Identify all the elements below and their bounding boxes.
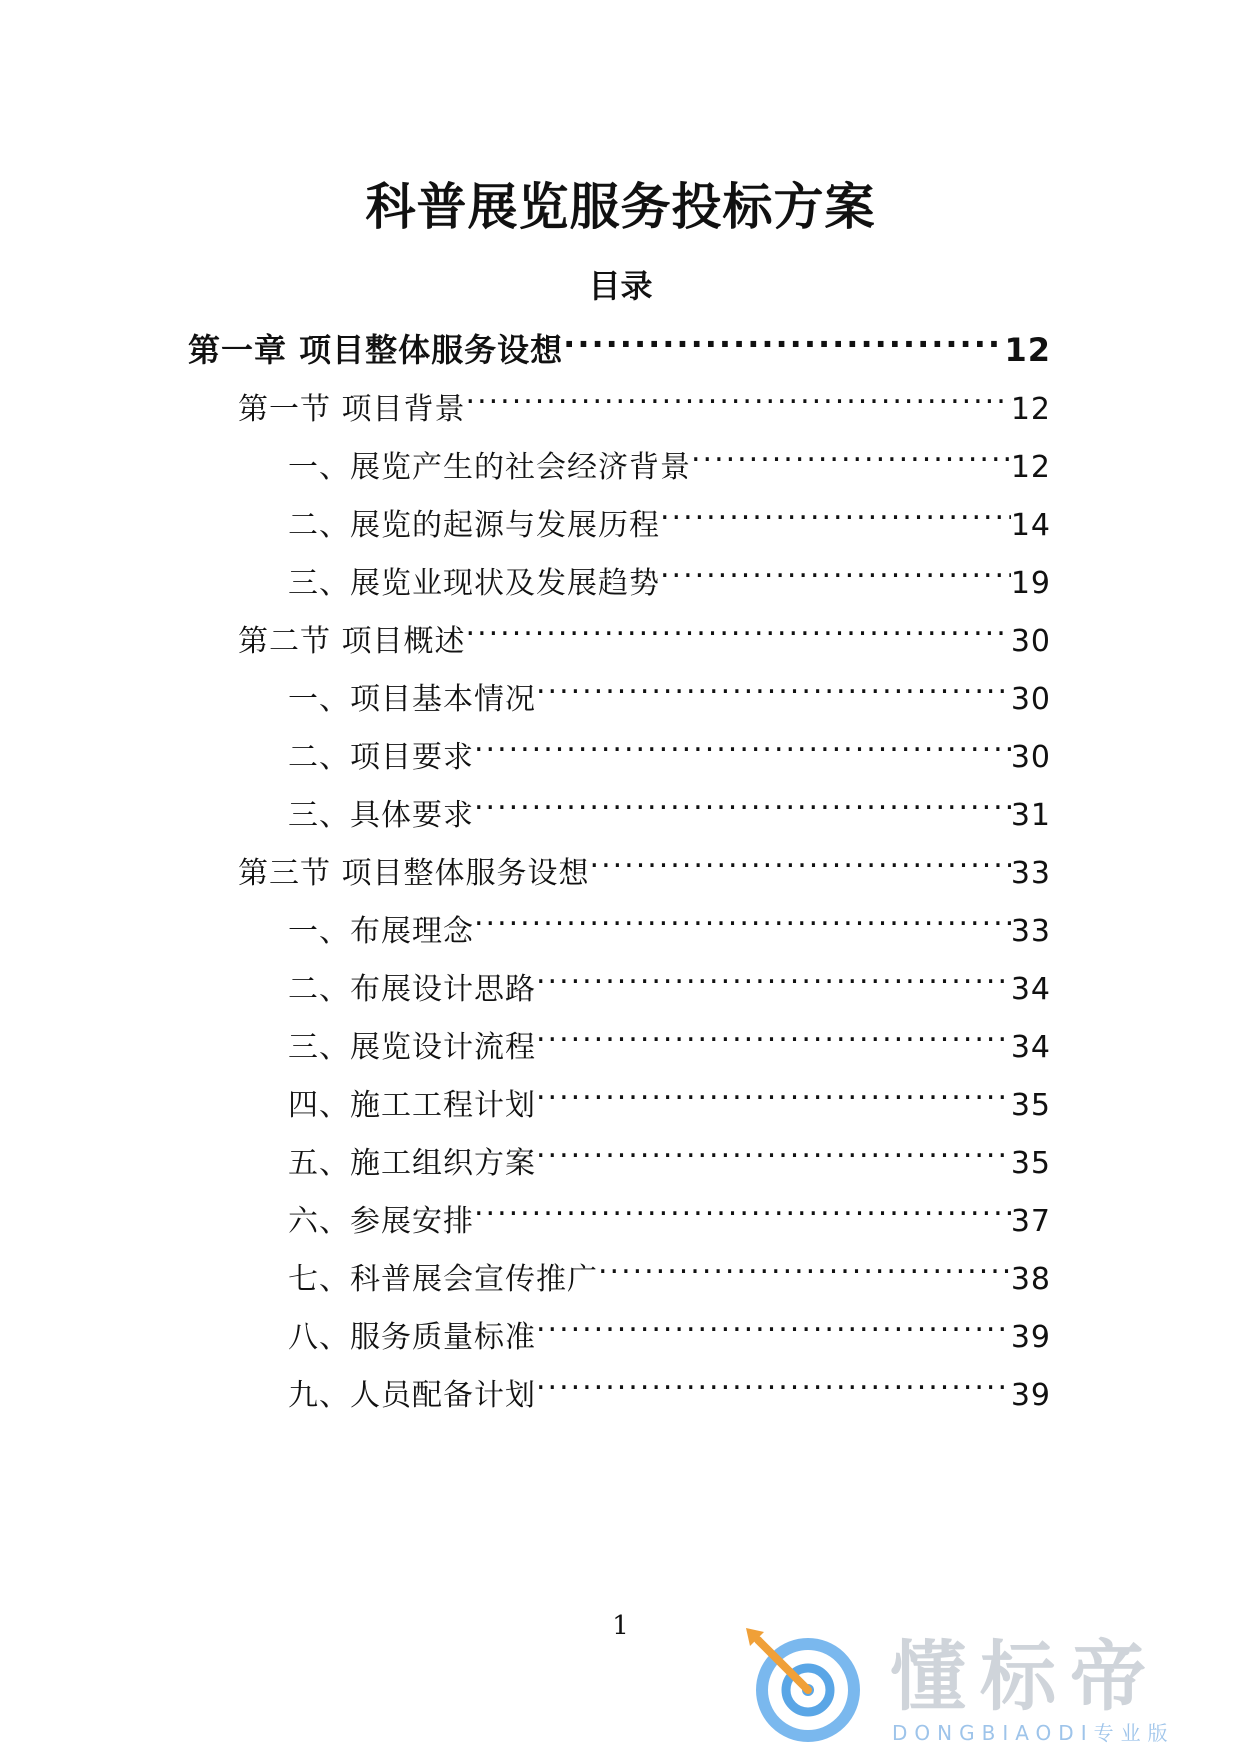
toc-dot-leader <box>466 601 1011 651</box>
toc-entry-page: 12 <box>1004 331 1051 369</box>
toc-entry[interactable] <box>288 1007 1051 1065</box>
toc-entry-page: 14 <box>1010 508 1051 543</box>
toc-entry-page: 30 <box>1010 624 1051 659</box>
document-title: 科普展览服务投标方案 <box>365 178 876 236</box>
toc-entry-title: 六、参展安排 <box>288 1204 474 1239</box>
toc-dot-leader <box>536 659 1011 709</box>
toc-entry-title: 第一章 项目整体服务设想 <box>188 331 564 369</box>
toc-dot-leader <box>536 1065 1011 1115</box>
toc-entry-page: 38 <box>1010 1262 1051 1297</box>
toc-entry-page: 35 <box>1010 1088 1051 1123</box>
toc-dot-leader <box>660 543 1011 593</box>
toc-entry-title: 第三节 项目整体服务设想 <box>238 856 590 891</box>
toc-entry-title: 八、服务质量标准 <box>288 1320 536 1355</box>
toc-entry[interactable] <box>288 543 1051 601</box>
toc-entry[interactable] <box>288 1297 1051 1355</box>
watermark-logo <box>740 1628 1210 1748</box>
toc-dot-leader <box>536 1355 1011 1405</box>
toc-entry[interactable] <box>288 775 1051 833</box>
toc-entry[interactable] <box>288 485 1051 543</box>
toc-entry-page: 34 <box>1010 972 1051 1007</box>
toc-entry[interactable] <box>288 1065 1051 1123</box>
toc-entry[interactable] <box>288 659 1051 717</box>
toc-entry-page: 34 <box>1010 1030 1051 1065</box>
toc-entry-page: 12 <box>1010 450 1051 485</box>
toc-entry-title: 七、科普展会宣传推广 <box>288 1262 598 1297</box>
toc-entry[interactable] <box>288 1181 1051 1239</box>
toc-entry-title: 一、展览产生的社会经济背景 <box>288 450 691 485</box>
toc-dot-leader <box>598 1239 1011 1289</box>
toc-entry-title: 一、布展理念 <box>288 914 474 949</box>
toc-dot-leader <box>660 485 1011 535</box>
toc-entry[interactable] <box>288 1355 1051 1413</box>
toc-entry[interactable] <box>288 891 1051 949</box>
toc-entry[interactable] <box>288 427 1051 485</box>
toc-entry-page: 33 <box>1010 914 1051 949</box>
toc-entry-page: 12 <box>1010 392 1051 427</box>
toc-dot-leader <box>536 1007 1011 1057</box>
watermark-brand-subtitle: DONGBIAODI专业版 <box>892 1721 1175 1745</box>
toc-entry-title: 二、布展设计思路 <box>288 972 536 1007</box>
toc-heading: 目录 <box>588 267 653 305</box>
toc-entry-page: 19 <box>1010 566 1051 601</box>
toc-entry-page: 35 <box>1010 1146 1051 1181</box>
toc-entry-title: 九、人员配备计划 <box>288 1378 536 1413</box>
toc-entry-page: 30 <box>1010 740 1051 775</box>
target-arrow-icon <box>740 1628 870 1748</box>
toc-entry[interactable] <box>238 369 1051 427</box>
toc-entry-title: 二、展览的起源与发展历程 <box>288 508 660 543</box>
toc-entry[interactable] <box>288 949 1051 1007</box>
toc-entry-page: 30 <box>1010 682 1051 717</box>
toc-entry-page: 33 <box>1010 856 1051 891</box>
toc-dot-leader <box>563 311 1004 361</box>
toc-entry-title: 第一节 项目背景 <box>238 392 466 427</box>
toc-entry[interactable] <box>288 1239 1051 1297</box>
toc-dot-leader <box>466 369 1011 419</box>
toc-entry-page: 39 <box>1010 1320 1051 1355</box>
toc-entry[interactable] <box>238 601 1051 659</box>
toc-entry[interactable] <box>238 833 1051 891</box>
toc-entry-page: 31 <box>1010 798 1051 833</box>
toc-dot-leader <box>536 1123 1011 1173</box>
toc-entry[interactable] <box>288 1123 1051 1181</box>
toc-entry-page: 39 <box>1010 1378 1051 1413</box>
toc-dot-leader <box>691 427 1011 477</box>
toc-entry-title: 三、具体要求 <box>288 798 474 833</box>
toc-dot-leader <box>536 949 1011 999</box>
toc-dot-leader <box>474 717 1011 767</box>
toc-entry-title: 二、项目要求 <box>288 740 474 775</box>
toc-dot-leader <box>474 775 1011 825</box>
toc-entry-page: 37 <box>1010 1204 1051 1239</box>
toc-entry-title: 四、施工工程计划 <box>288 1088 536 1123</box>
toc-entry[interactable] <box>188 311 1051 369</box>
toc-dot-leader <box>474 1181 1011 1231</box>
toc-dot-leader <box>590 833 1011 883</box>
toc-dot-leader <box>474 891 1011 941</box>
toc-entry-title: 三、展览设计流程 <box>288 1030 536 1065</box>
toc-dot-leader <box>536 1297 1011 1347</box>
toc-entry-title: 第二节 项目概述 <box>238 624 466 659</box>
watermark-brand-name: 懂标帝 <box>890 1632 1160 1721</box>
toc-entry-title: 五、施工组织方案 <box>288 1146 536 1181</box>
toc-entry-title: 三、展览业现状及发展趋势 <box>288 566 660 601</box>
toc-entry-title: 一、项目基本情况 <box>288 682 536 717</box>
toc-entry[interactable] <box>288 717 1051 775</box>
page-number: 1 <box>612 1611 629 1641</box>
